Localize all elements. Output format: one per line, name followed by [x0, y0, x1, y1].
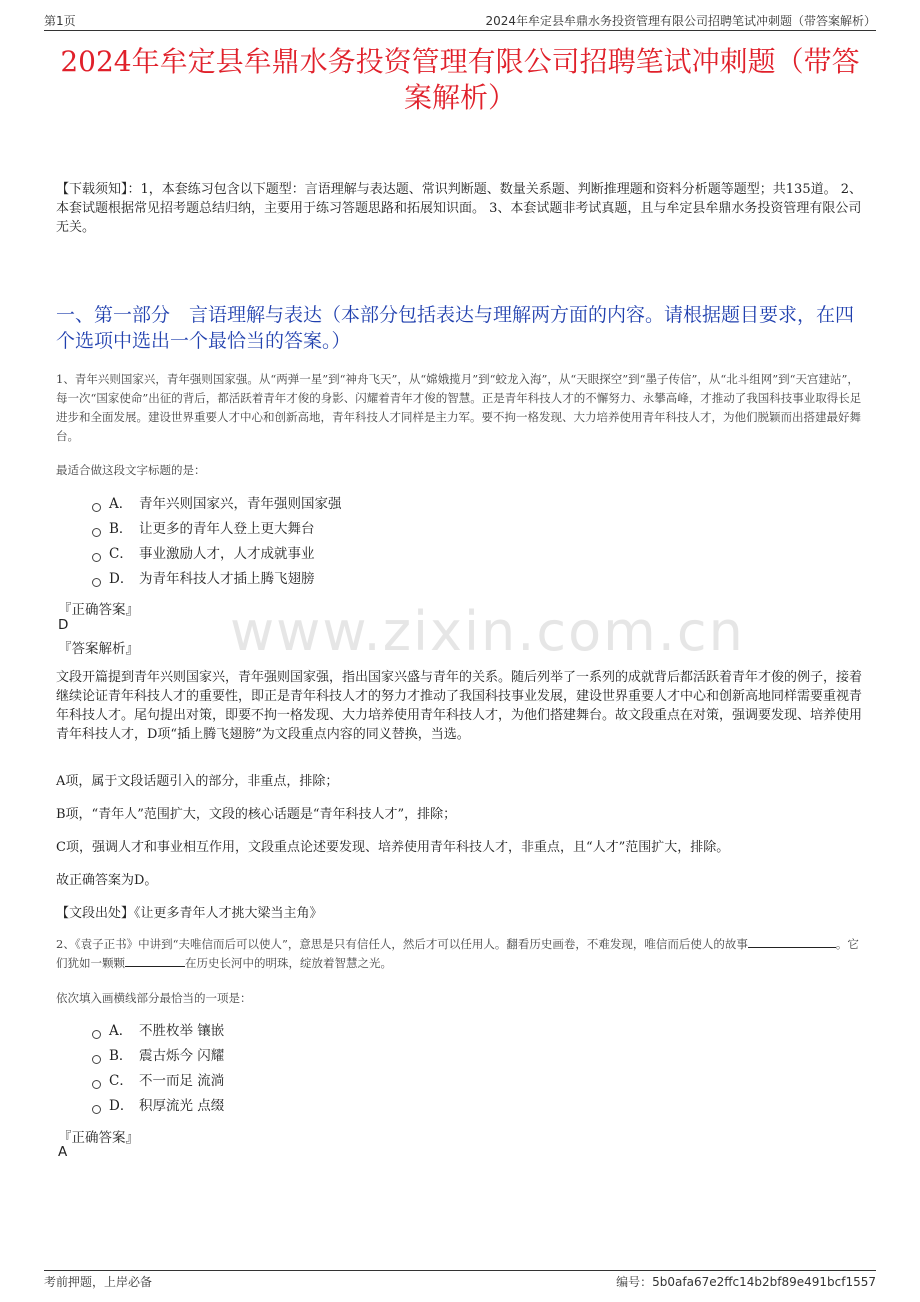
question-2-options: [92, 1019, 224, 1119]
page-header: [44, 10, 876, 31]
option-c[interactable]: C． 事业激励人才，人才成就事业: [92, 542, 342, 567]
radio-icon[interactable]: [92, 1080, 101, 1089]
watermark: www.zixin.com.cn: [230, 600, 745, 663]
radio-icon[interactable]: [92, 578, 101, 587]
analysis-paragraph: 文段开篇提到青年兴则国家兴，青年强则国家强，指出国家兴盛与青年的关系。随后列举了一系列的成就背后都活跃着青年才俊的例子，接着继续论证青年科技人才的重要性，即正是青年科技人才的努力才推动了我国科技事业发展，建设世界重要人才中心和创新高地同样需要重视青年科技人才。尾句提出对策，即要不拘一格发现、大力培养使用青年科技人才，为他们搭建舞台。故文段重点在对策，强调要发现、培养使用青年科技人才，D项“插上腾飞翅膀”为文段重点内容的同义替换，当选。: [56, 670, 863, 742]
question-1-options: [92, 492, 342, 592]
document-title: 2024年牟定县牟鼎水务投资管理有限公司招聘笔试冲刺题（带答案解析）: [60, 45, 860, 114]
radio-icon[interactable]: [92, 1055, 101, 1064]
radio-icon[interactable]: [92, 1030, 101, 1039]
radio-icon[interactable]: [92, 528, 101, 537]
analysis-conclusion: 故正确答案为D。: [56, 873, 158, 888]
analysis-label: 『答案解析』: [58, 641, 139, 657]
blank-2: [125, 954, 185, 967]
page-footer: [44, 1270, 876, 1289]
option-b[interactable]: B． 震古烁今 闪耀: [92, 1044, 224, 1069]
footer-doc-id: 编号：5b0afa67e2ffc14b2bf89e491bcf1557: [616, 1275, 876, 1289]
analysis-option-a: A项，属于文段话题引入的部分，非重点，排除；: [56, 774, 339, 789]
download-notice: 【下载须知】：1，本套练习包含以下题型：言语理解与表达题、常识判断题、数量关系题、判断推理题和资料分析题等题型；共135道。 2、本套试题根据常见招考题总结归纳，主要用于练习答题思路和拓展知识面。 3、本套试题非考试真题，且与牟定县牟鼎水务投资管理有限公司无关。: [56, 182, 862, 235]
question-2-text: 2、《袁子正书》中讲到“夫唯信而后可以使人”，意思是只有信任人，然后才可以任用人。翻看历史画卷，不难发现，唯信而后使人的故事 。它们犹如一颗颗 在历史长河中的明珠，绽放着智慧之光。: [56, 937, 859, 970]
page-number: 第1页: [44, 14, 76, 28]
radio-icon[interactable]: [92, 553, 101, 562]
correct-answer: D: [58, 617, 69, 633]
correct-answer-label: 『正确答案』: [58, 1130, 139, 1146]
analysis-option-b: B项，“青年人”范围扩大，文段的核心话题是“青年科技人才”，排除；: [56, 807, 457, 822]
analysis-option-c: C项，强调人才和事业相互作用，文段重点论述要发现、培养使用青年科技人才，非重点，且“人才”范围扩大，排除。: [56, 840, 730, 855]
question-2-prompt: 依次填入画横线部分最恰当的一项是：: [56, 991, 252, 1005]
header-doc-title: 2024年牟定县牟鼎水务投资管理有限公司招聘笔试冲刺题（带答案解析）: [485, 14, 876, 28]
option-c[interactable]: C． 不一而足 流淌: [92, 1069, 224, 1094]
question-1-text: 1、青年兴则国家兴，青年强则国家强。从“两弹一星”到“神舟飞天”，从“嫦娥揽月”到“蛟龙入海”，从“天眼探空”到“墨子传信”，从“北斗组网”到“天宫建站”，每一次“国家使命”出征的背后，都活跃着青年才俊的身影、闪耀着青年才俊的智慧。正是青年科技人才的不懈努力、永攀高峰，才推动了我国科技事业取得长足进步和全面发展。建设世界重要人才中心和创新高地，青年科技人才同样是主力军。要不拘一格发现、大力培养使用青年科技人才，为他们脱颖而出搭建最好舞台。: [56, 372, 862, 443]
footer-slogan: 考前押题，上岸必备: [44, 1275, 153, 1289]
correct-answer: A: [58, 1144, 68, 1160]
blank-1: [748, 935, 836, 948]
question-1-prompt: 最适合做这段文字标题的是：: [56, 463, 206, 477]
option-b[interactable]: B． 让更多的青年人登上更大舞台: [92, 517, 342, 542]
radio-icon[interactable]: [92, 503, 101, 512]
option-a[interactable]: A． 青年兴则国家兴，青年强则国家强: [92, 492, 342, 517]
analysis-source: 【文段出处】《让更多青年人才挑大梁当主角》: [56, 906, 323, 921]
radio-icon[interactable]: [92, 1105, 101, 1114]
option-a[interactable]: A． 不胜枚举 镶嵌: [92, 1019, 224, 1044]
option-d[interactable]: D． 积厚流光 点缀: [92, 1094, 224, 1119]
correct-answer-label: 『正确答案』: [58, 602, 139, 618]
option-d[interactable]: D． 为青年科技人才插上腾飞翅膀: [92, 567, 342, 592]
section-heading: 一、第一部分 言语理解与表达（本部分包括表达与理解两方面的内容。请根据题目要求，在四个选项中选出一个最恰当的答案。）: [56, 304, 855, 352]
